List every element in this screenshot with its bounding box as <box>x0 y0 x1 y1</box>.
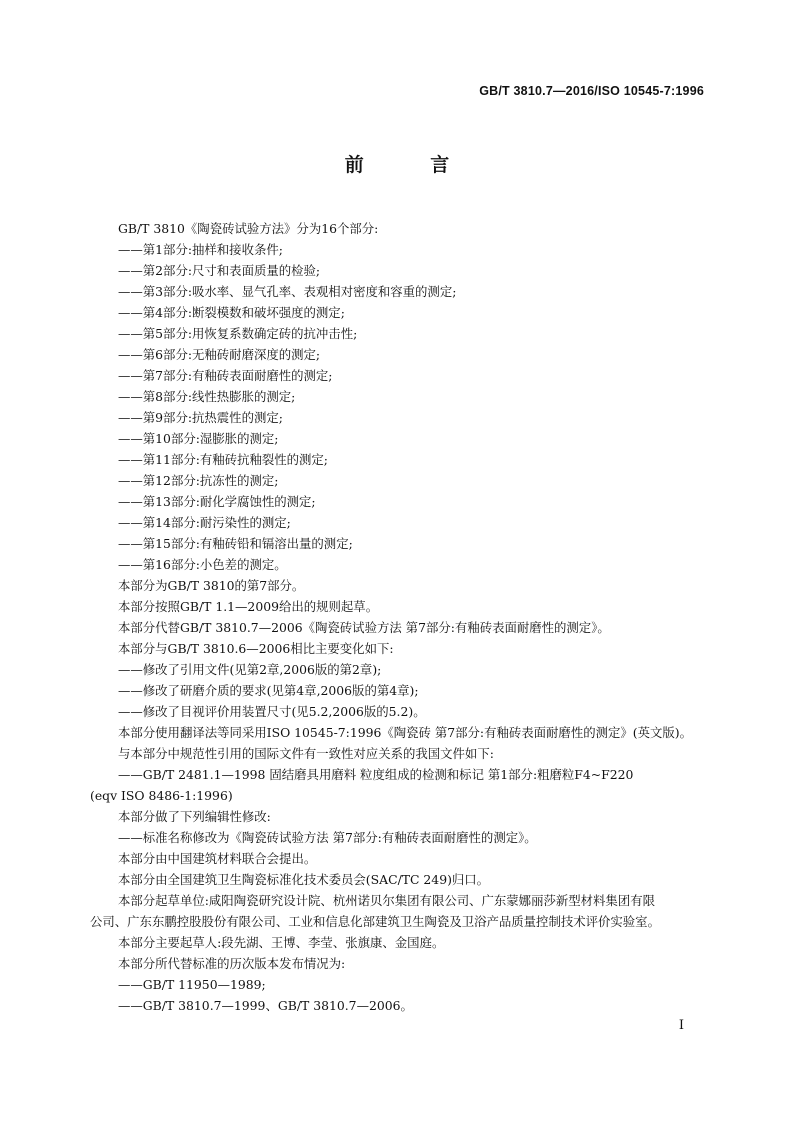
list-item: ——标准名称修改为《陶瓷砖试验方法 第7部分:有釉砖表面耐磨性的测定》。 <box>118 830 537 845</box>
list-item: ——第12部分:抗冻性的测定; <box>118 473 279 488</box>
paragraph-line: 本部分所代替标准的历次版本发布情况为: <box>118 956 346 971</box>
paragraph-line: 本部分使用翻译法等同采用ISO 10545-7:1996《陶瓷砖 第7部分:有釉砖表面耐磨性的测定》(英文版)。 <box>118 725 693 740</box>
list-item: ——第11部分:有釉砖抗釉裂性的测定; <box>118 452 328 467</box>
paragraph-line: 本部分由中国建筑材料联合会提出。 <box>118 851 317 866</box>
list-item: ——GB/T 2481.1—1998 固结磨具用磨料 粒度组成的检测和标记 第1部分:粗磨粒F4~F220 <box>118 767 634 782</box>
page-title: 前 言 <box>344 154 480 176</box>
paragraph-line: 公司、广东东鹏控股股份有限公司、工业和信息化部建筑卫生陶瓷及卫浴产品质量控制技术评价实验室。 <box>90 914 660 929</box>
list-item: ——第6部分:无釉砖耐磨深度的测定; <box>118 347 321 362</box>
list-item: ——第10部分:湿膨胀的测定; <box>118 431 279 446</box>
list-item: ——第16部分:小色差的测定。 <box>118 557 287 572</box>
paragraph-line: 本部分做了下列编辑性修改: <box>118 809 271 824</box>
paragraph-line: 本部分为GB/T 3810的第7部分。 <box>118 578 305 593</box>
paragraph-line: (eqv ISO 8486-1:1996) <box>90 788 233 803</box>
list-item: ——GB/T 3810.7—1999、GB/T 3810.7—2006。 <box>118 998 413 1013</box>
standard-code: GB/T 3810.7—2016/ISO 10545-7:1996 <box>479 84 704 98</box>
list-item: ——第2部分:尺寸和表面质量的检验; <box>118 263 321 278</box>
page-number: I <box>678 1018 684 1033</box>
list-item: ——第14部分:耐污染性的测定; <box>118 515 291 530</box>
list-item: ——修改了引用文件(见第2章,2006版的第2章); <box>118 662 382 677</box>
list-item: ——第8部分:线性热膨胀的测定; <box>118 389 296 404</box>
paragraph-line: 本部分主要起草人:段先湖、王博、李莹、张旗康、金国庭。 <box>118 935 445 950</box>
paragraph-line: 本部分按照GB/T 1.1—2009给出的规则起草。 <box>118 599 379 614</box>
paragraph-line: 本部分代替GB/T 3810.7—2006《陶瓷砖试验方法 第7部分:有釉砖表面耐磨性的测定》。 <box>118 620 610 635</box>
paragraph-line: 本部分起草单位:咸阳陶瓷研究设计院、杭州诺贝尔集团有限公司、广东蒙娜丽莎新型材料集团有限 <box>118 893 655 908</box>
list-item: ——第3部分:吸水率、显气孔率、表观相对密度和容重的测定; <box>118 284 457 299</box>
foreword-body <box>90 218 708 1016</box>
list-item: ——第4部分:断裂模数和破坏强度的测定; <box>118 305 345 320</box>
list-item: ——修改了研磨介质的要求(见第4章,2006版的第4章); <box>118 683 419 698</box>
list-item: ——第9部分:抗热震性的测定; <box>118 410 283 425</box>
list-item: ——GB/T 11950—1989; <box>118 977 266 992</box>
list-item: ——修改了目视评价用装置尺寸(见5.2,2006版的5.2)。 <box>118 704 426 719</box>
paragraph-line: 本部分由全国建筑卫生陶瓷标准化技术委员会(SAC/TC 249)归口。 <box>118 872 490 887</box>
paragraph-line: 本部分与GB/T 3810.6—2006相比主要变化如下: <box>118 641 394 656</box>
paragraph-line: 与本部分中规范性引用的国际文件有一致性对应关系的我国文件如下: <box>118 746 494 761</box>
list-item: ——第1部分:抽样和接收条件; <box>118 242 283 257</box>
list-item: ——第15部分:有釉砖铅和镉溶出量的测定; <box>118 536 353 551</box>
list-item: ——第13部分:耐化学腐蚀性的测定; <box>118 494 316 509</box>
paragraph-line: GB/T 3810《陶瓷砖试验方法》分为16个部分: <box>118 221 379 236</box>
list-item: ——第5部分:用恢复系数确定砖的抗冲击性; <box>118 326 358 341</box>
list-item: ——第7部分:有釉砖表面耐磨性的测定; <box>118 368 333 383</box>
